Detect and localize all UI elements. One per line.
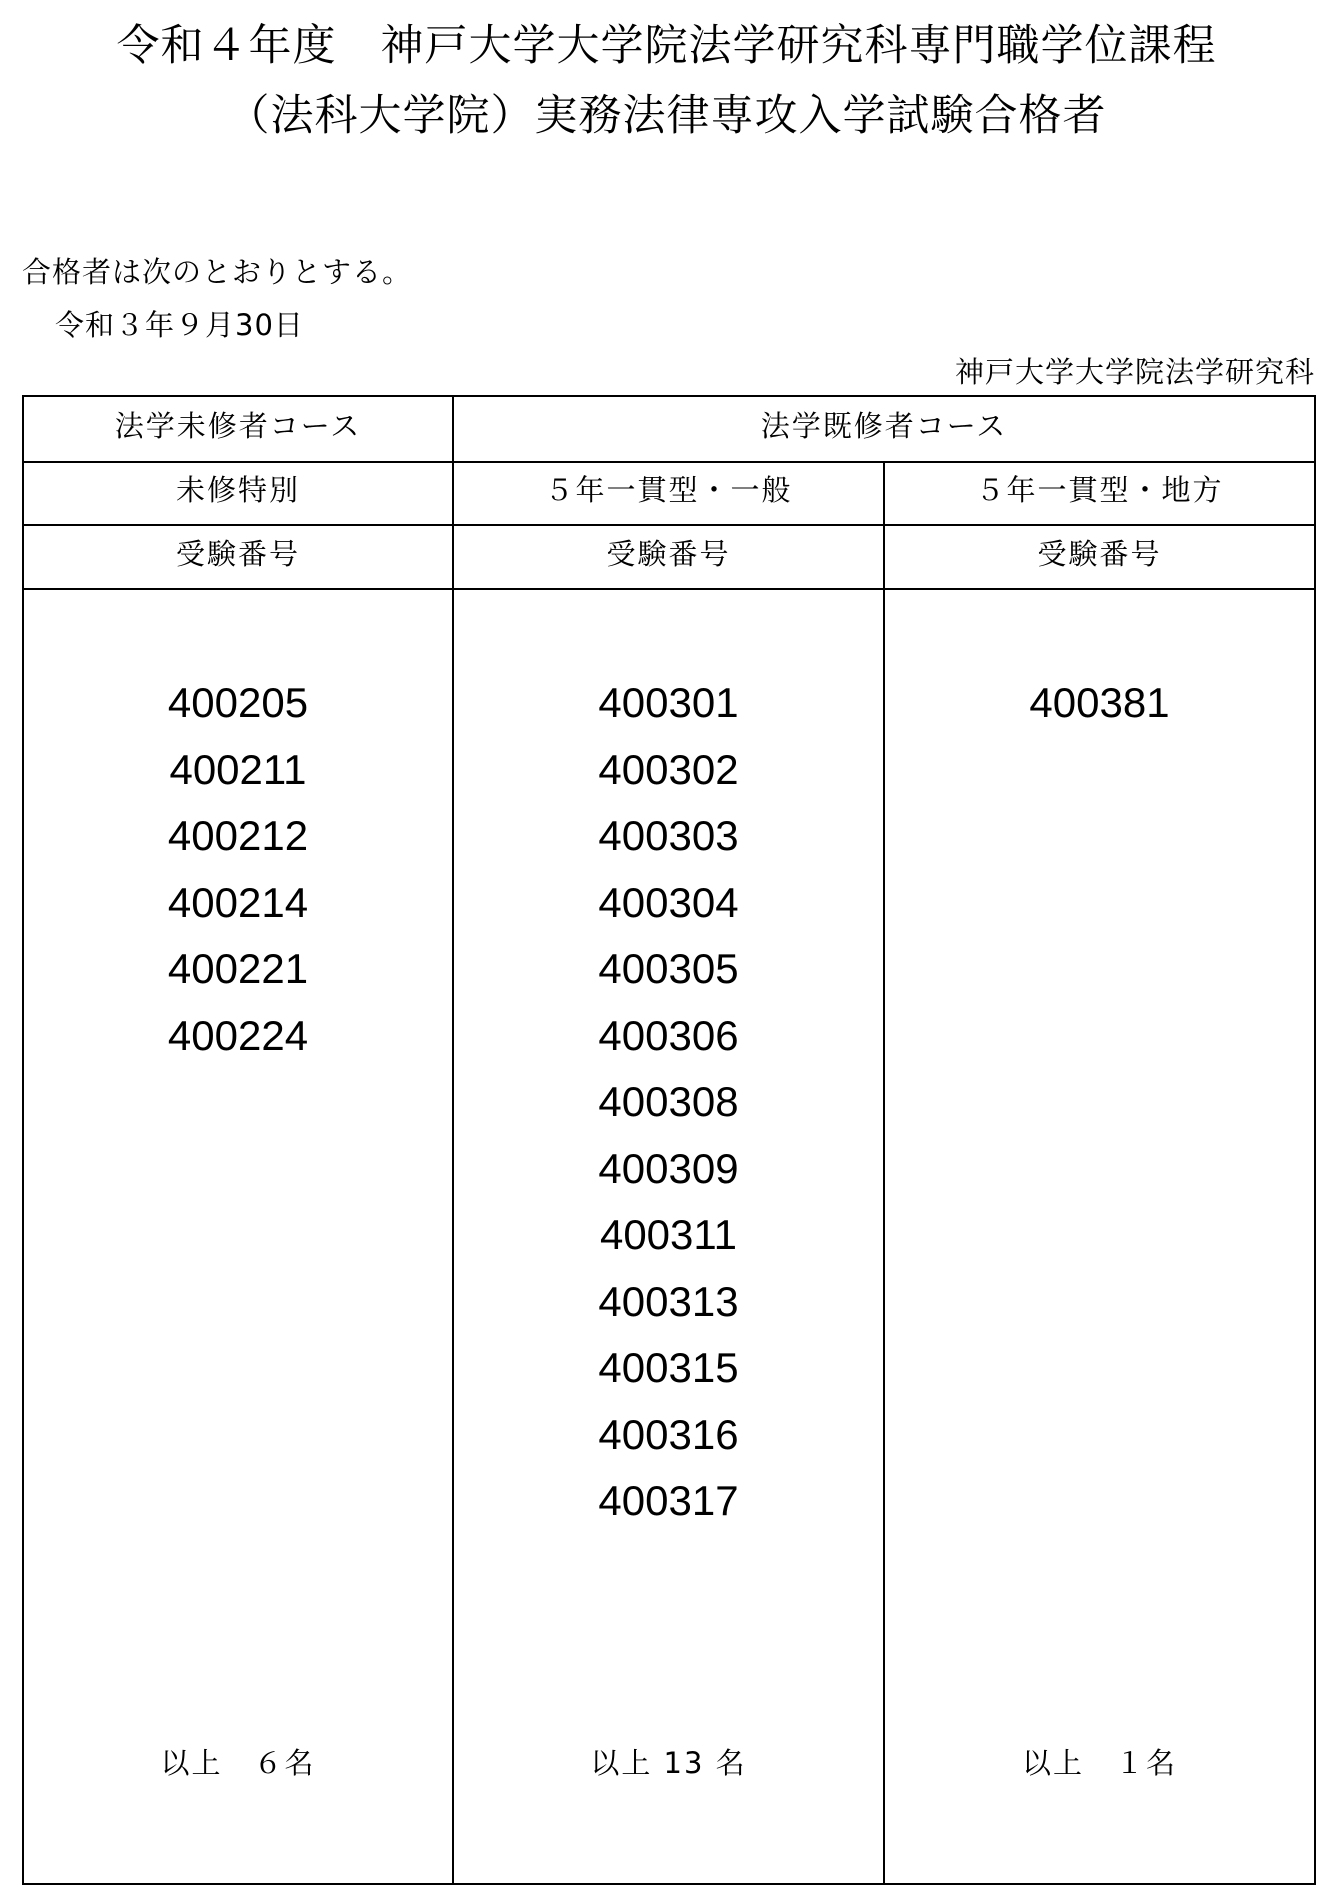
exam-number-list-column-3 xyxy=(885,670,1314,737)
exam-number-item: 400317 xyxy=(598,1477,739,1524)
exam-number-item: 400205 xyxy=(167,679,309,726)
exam-number-item: 400301 xyxy=(598,679,739,726)
track-label-column-1: 未修特別 xyxy=(175,473,300,507)
exam-number-list-column-2 xyxy=(454,670,883,1535)
exam-number-item: 400311 xyxy=(599,1211,738,1258)
track-label-column-2: ５年一貫型・一般 xyxy=(544,473,793,507)
exam-number-item: 400302 xyxy=(598,745,739,793)
exam-number-item: 400305 xyxy=(598,945,739,992)
exam-number-item: 400212 xyxy=(167,812,309,859)
exam-number-item: 400306 xyxy=(598,1011,739,1059)
id-header-column-3: 受験番号 xyxy=(1037,537,1162,571)
exam-number-item: 400309 xyxy=(598,1144,739,1192)
header-rule-3 xyxy=(24,588,1314,590)
exam-number-item: 400316 xyxy=(598,1410,739,1458)
exam-number-item: 400224 xyxy=(167,1011,309,1059)
header-rule-1 xyxy=(24,461,1314,463)
exam-number-item: 400304 xyxy=(598,878,739,926)
exam-number-item: 400214 xyxy=(167,878,309,926)
total-column-2: 以上 13 名 xyxy=(590,1746,747,1780)
exam-number-item: 400313 xyxy=(598,1277,739,1325)
announcement-text: 合格者は次のとおりとする。 xyxy=(22,255,413,289)
total-column-3: 以上 １名 xyxy=(1021,1746,1177,1780)
exam-number-item: 400308 xyxy=(598,1078,739,1125)
id-header-column-2: 受験番号 xyxy=(606,537,731,571)
exam-number-list-column-1 xyxy=(24,670,452,1069)
id-header-column-1: 受験番号 xyxy=(175,537,300,571)
total-column-1: 以上 ６名 xyxy=(160,1746,316,1780)
exam-number-item: 400221 xyxy=(167,945,309,992)
group-header-experienced: 法学既修者コース xyxy=(760,409,1008,443)
track-label-column-3: ５年一貫型・地方 xyxy=(975,473,1224,507)
group-header-unexperienced: 法学未修者コース xyxy=(114,409,362,443)
exam-number-item: 400315 xyxy=(598,1344,739,1391)
document-title-line-1: 令和４年度 神戸大学大学院法学研究科専門職学位課程 xyxy=(116,21,1217,71)
header-rule-2 xyxy=(24,524,1314,526)
exam-number-item: 400381 xyxy=(1029,679,1170,726)
announcement-date: 令和３年９月30日 xyxy=(55,308,304,342)
document-title-line-2: （法科大学院）実務法律専攻入学試験合格者 xyxy=(226,91,1107,141)
exam-number-item: 400303 xyxy=(598,812,739,859)
issuing-department: 神戸大学大学院法学研究科 xyxy=(954,355,1315,389)
exam-number-item: 400211 xyxy=(169,745,307,793)
